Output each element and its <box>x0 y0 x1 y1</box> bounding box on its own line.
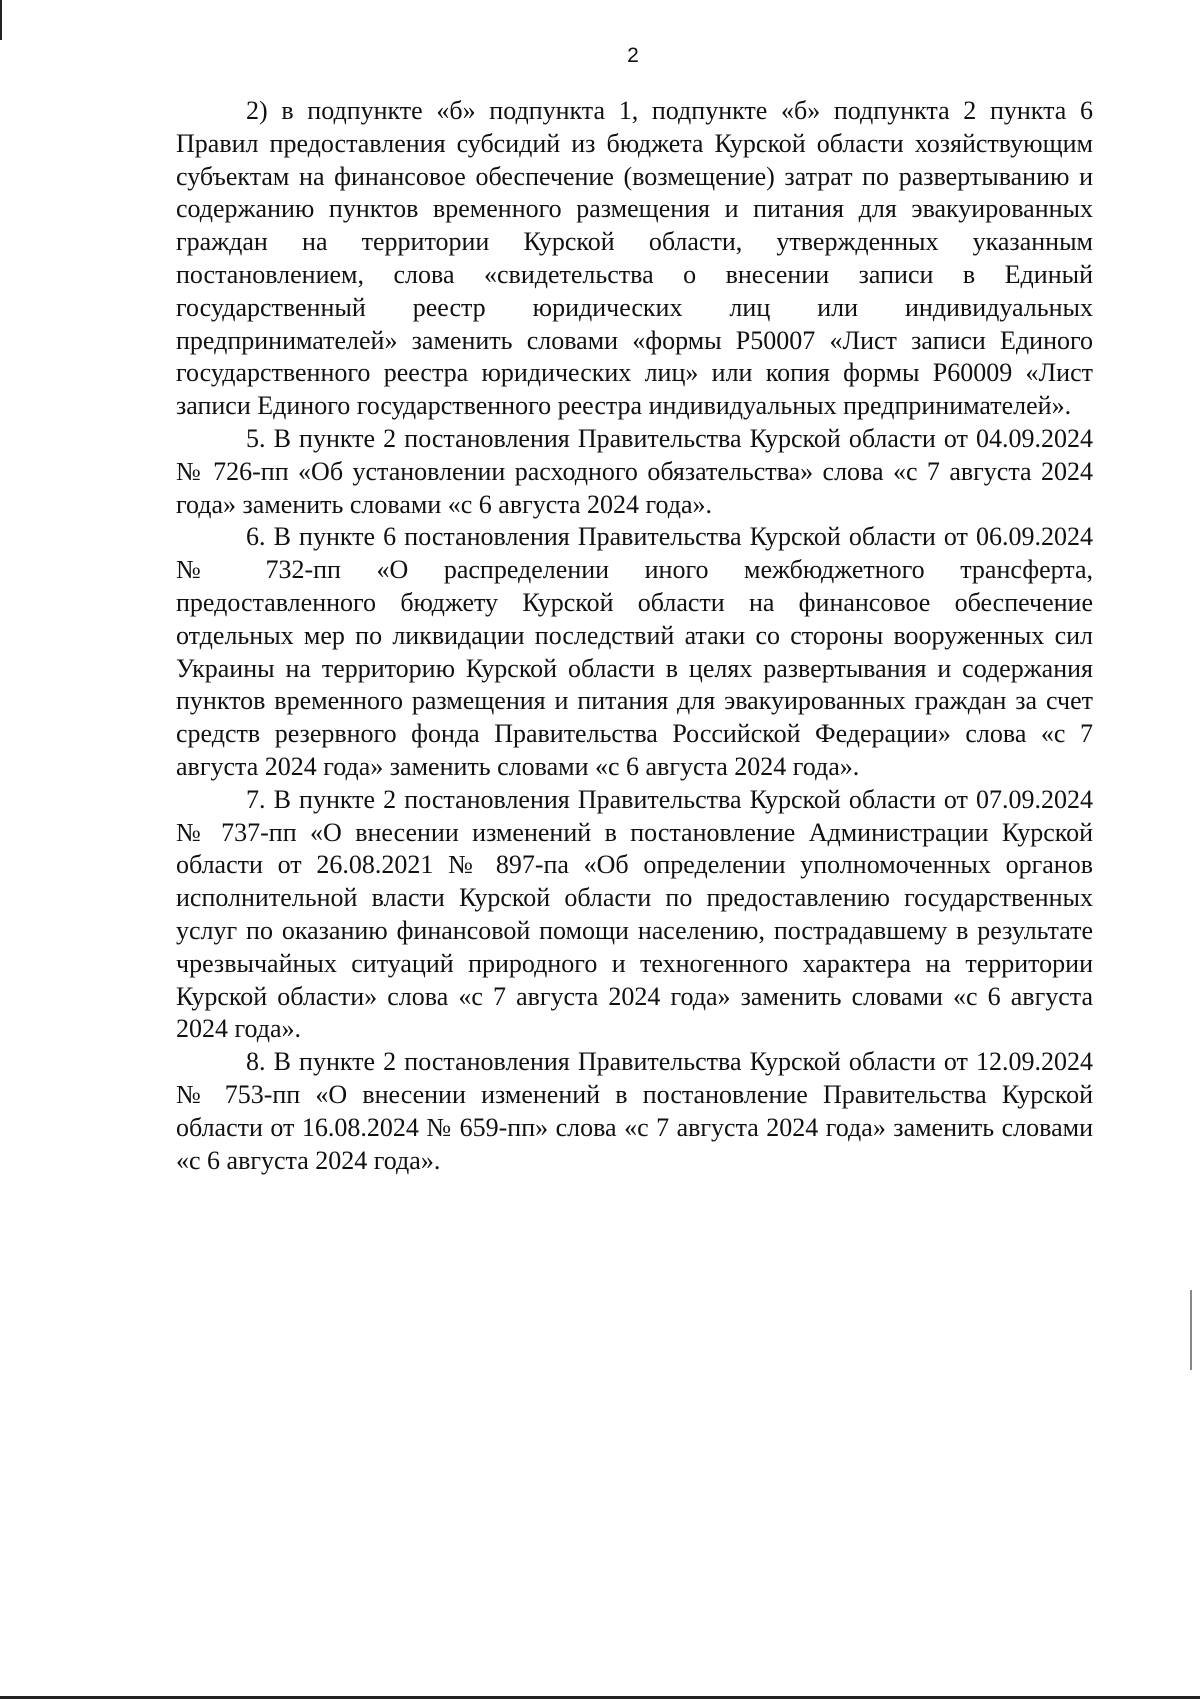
scan-edge-left <box>0 0 2 40</box>
paragraph-subitem-2: 2) в подпункте «б» подпункта 1, подпункте «б» подпункта 2 пункта 6 Правил предоставления субсидий из бюджета Курской области хозяйствующим субъектам на финансовое обеспечение (возмещение) затрат по развертыванию и содержанию пунктов временного размещения и питания для эвакуированных граждан на территории Курской области, утвержденных указанным постановлением, слова «свидетельства о внесении записи в Единый государственный реестр юридических лиц или индивидуальных предпринимателей» заменить словами «формы Р50007 «Лист записи Единого государственного реестра юридических лиц» или копия формы Р60009 «Лист записи Единого государственного реестра индивидуальных предпринимателей». <box>176 96 1093 421</box>
paragraph-item-6: 6. В пункте 6 постановления Правительства Курской области от 06.09.2024 № 732-пп «О распределении иного межбюджетного трансферта, предоставленного бюджету Курской области на финансовое обеспечение отдельных мер по ликвидации последствий атаки со стороны вооруженных сил Украины на территорию Курской области в целях развертывания и содержания пунктов временного размещения и питания для эвакуированных граждан за счет средств резервного фонда Правительства Российской Федерации» слова «с 7 августа 2024 года» заменить словами «с 6 августа 2024 года». <box>176 522 1093 781</box>
document-body <box>176 95 1093 1177</box>
scan-edge-right <box>1190 1290 1192 1370</box>
paragraph-item-8: 8. В пункте 2 постановления Правительства Курской области от 12.09.2024 № 753-пп «О внесении изменений в постановление Правительства Курской области от 16.08.2024 № 659-пп» слова «с 7 августа 2024 года» заменить словами «с 6 августа 2024 года». <box>176 1047 1093 1175</box>
paragraph-item-5: 5. В пункте 2 постановления Правительства Курской области от 04.09.2024 № 726-пп «Об установлении расходного обязательства» слова «с 7 августа 2024 года» заменить словами «с 6 августа 2024 года». <box>176 423 1093 519</box>
page-number: 2 <box>627 44 639 67</box>
paragraph-item-7: 7. В пункте 2 постановления Правительства Курской области от 07.09.2024 № 737-пп «О внесении изменений в постановление Администрации Курской области от 26.08.2021 № 897-па «Об определении уполномоченных органов исполнительной власти Курской области по предоставлению государственных услуг по оказанию финансовой помощи населению, пострадавшему в результате чрезвычайных ситуаций природного и техногенного характера на территории Курской области» слова «с 7 августа 2024 года» заменить словами «с 6 августа 2024 года». <box>176 784 1093 1044</box>
